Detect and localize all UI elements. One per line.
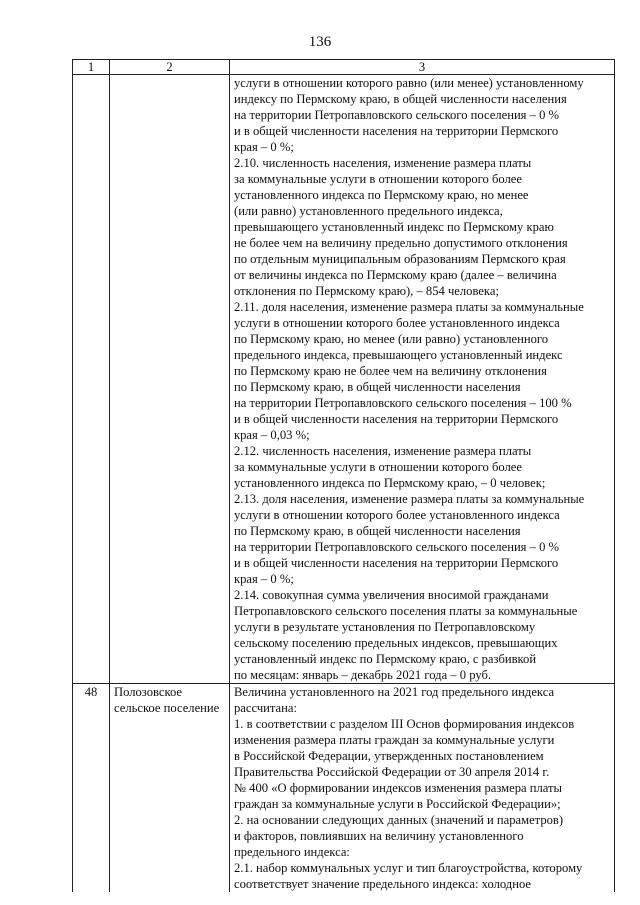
text-line: услуги в отношении которого более установленного индекса [234,508,560,522]
text-line: на территории Петропавловского сельского поселения – 0 % [234,108,560,122]
text-line: Петропавловского сельского поселения платы за коммунальные [234,604,578,618]
text-line: за коммунальные услуги в отношении которого более [234,460,522,474]
header-col-3: 3 [230,60,615,75]
text-line: соответствует значение предельного индекса: холодное [234,877,531,891]
text-line: услуги в результате установления по Петропавловскому [234,620,536,634]
settlement-name [110,684,230,893]
text-line: 2.13. доля населения, изменение размера платы за коммунальные [234,492,585,506]
text-line: (или равно) установленного предельного индекса, [234,204,503,218]
text-line: установленного индекса по Пермскому краю, – 0 человек; [234,476,546,490]
text-line: и в общей численности населения на территории Пермского [234,124,559,138]
text-line: установленный индекс по Пермскому краю, с разбивкой [234,652,537,666]
text-line: Правительства Российской Федерации от 30 апреля 2014 г. [234,765,550,779]
text-line: по отдельным муниципальным образованиям Пермского края [234,252,566,266]
text-line: услуги в отношении которого равно (или менее) установленному [234,76,584,90]
table-row [73,684,615,893]
text-line: граждан за коммунальные услуги в Российской Федерации»; [234,797,561,811]
text-line: Полозовское [114,685,182,699]
text-line: по месяцам: январь – декабрь 2021 года – 0 руб. [234,668,492,682]
text-line: и в общей численности населения на территории Пермского [234,556,559,570]
text-line: Величина установленного на 2021 год предельного индекса [234,685,555,699]
text-line: края – 0 %; [234,140,294,154]
page-number: 136 [308,34,332,50]
text-line: не более чем на величину предельно допустимого отклонения [234,236,568,250]
text-line: изменения размера платы граждан за коммунальные услуги [234,733,555,747]
row-text [230,75,615,684]
text-line: № 400 «О формировании индексов изменения размера платы [234,781,562,795]
text-line: края – 0 %; [234,572,294,586]
header-col-2: 2 [110,60,230,75]
text-line: услуги в отношении которого более установленного индекса [234,316,560,330]
row-number [73,75,110,684]
table-row [73,75,615,684]
text-line: сельскому поселению предельных индексов, превышающих [234,636,558,650]
text-line: предельного индекса, превышающего установленный индекс [234,348,563,362]
text-line: превышающего установленный индекс по Пермскому краю [234,220,554,234]
text-line: установленного индекса по Пермскому краю, но менее [234,188,529,202]
text-line: 2.12. численность населения, изменение размера платы [234,444,532,458]
text-line: и в общей численности населения на территории Пермского [234,412,559,426]
text-line: на территории Петропавловского сельского поселения – 100 % [234,396,572,410]
text-line: в Российской Федерации, утвержденных постановлением [234,749,544,763]
text-line: 2.11. доля населения, изменение размера платы за коммунальные [234,300,584,314]
text-line: 1. в соответствии с разделом III Основ формирования индексов [234,717,575,731]
text-line: 2.14. совокупная сумма увеличения вносимой гражданами [234,588,549,602]
text-line: и факторов, повлиявших на величину установленного [234,829,524,843]
settlement-name [110,75,230,684]
text-line: от величины индекса по Пермскому краю (далее – величина [234,268,557,282]
text-line: 2. на основании следующих данных (значений и параметров) [234,813,564,827]
text-line: по Пермскому краю, в общей численности населения [234,524,521,538]
text-line: на территории Петропавловского сельского поселения – 0 % [234,540,560,554]
text-line: по Пермскому краю, но менее (или равно) установленного [234,332,549,346]
table-header-row [73,60,615,75]
text-line: по Пермскому краю, в общей численности населения [234,380,521,394]
row-number: 48 [73,684,110,893]
row-text [230,684,615,893]
text-line: сельское поселение [114,701,220,715]
text-line: индексу по Пермскому краю, в общей численности населения [234,92,567,106]
text-line: по Пермскому краю не более чем на величину отклонения [234,364,547,378]
text-line: отклонения по Пермскому краю), – 854 человека; [234,284,499,298]
text-line: за коммунальные услуги в отношении которого более [234,172,522,186]
text-line: рассчитана: [234,701,297,715]
text-line: края – 0,03 %; [234,428,310,442]
header-col-1: 1 [73,60,110,75]
text-line: предельного индекса: [234,845,350,859]
text-line: 2.1. набор коммунальных услуг и тип благоустройства, которому [234,861,583,875]
indices-table [72,59,615,892]
text-line: 2.10. численность населения, изменение размера платы [234,156,532,170]
